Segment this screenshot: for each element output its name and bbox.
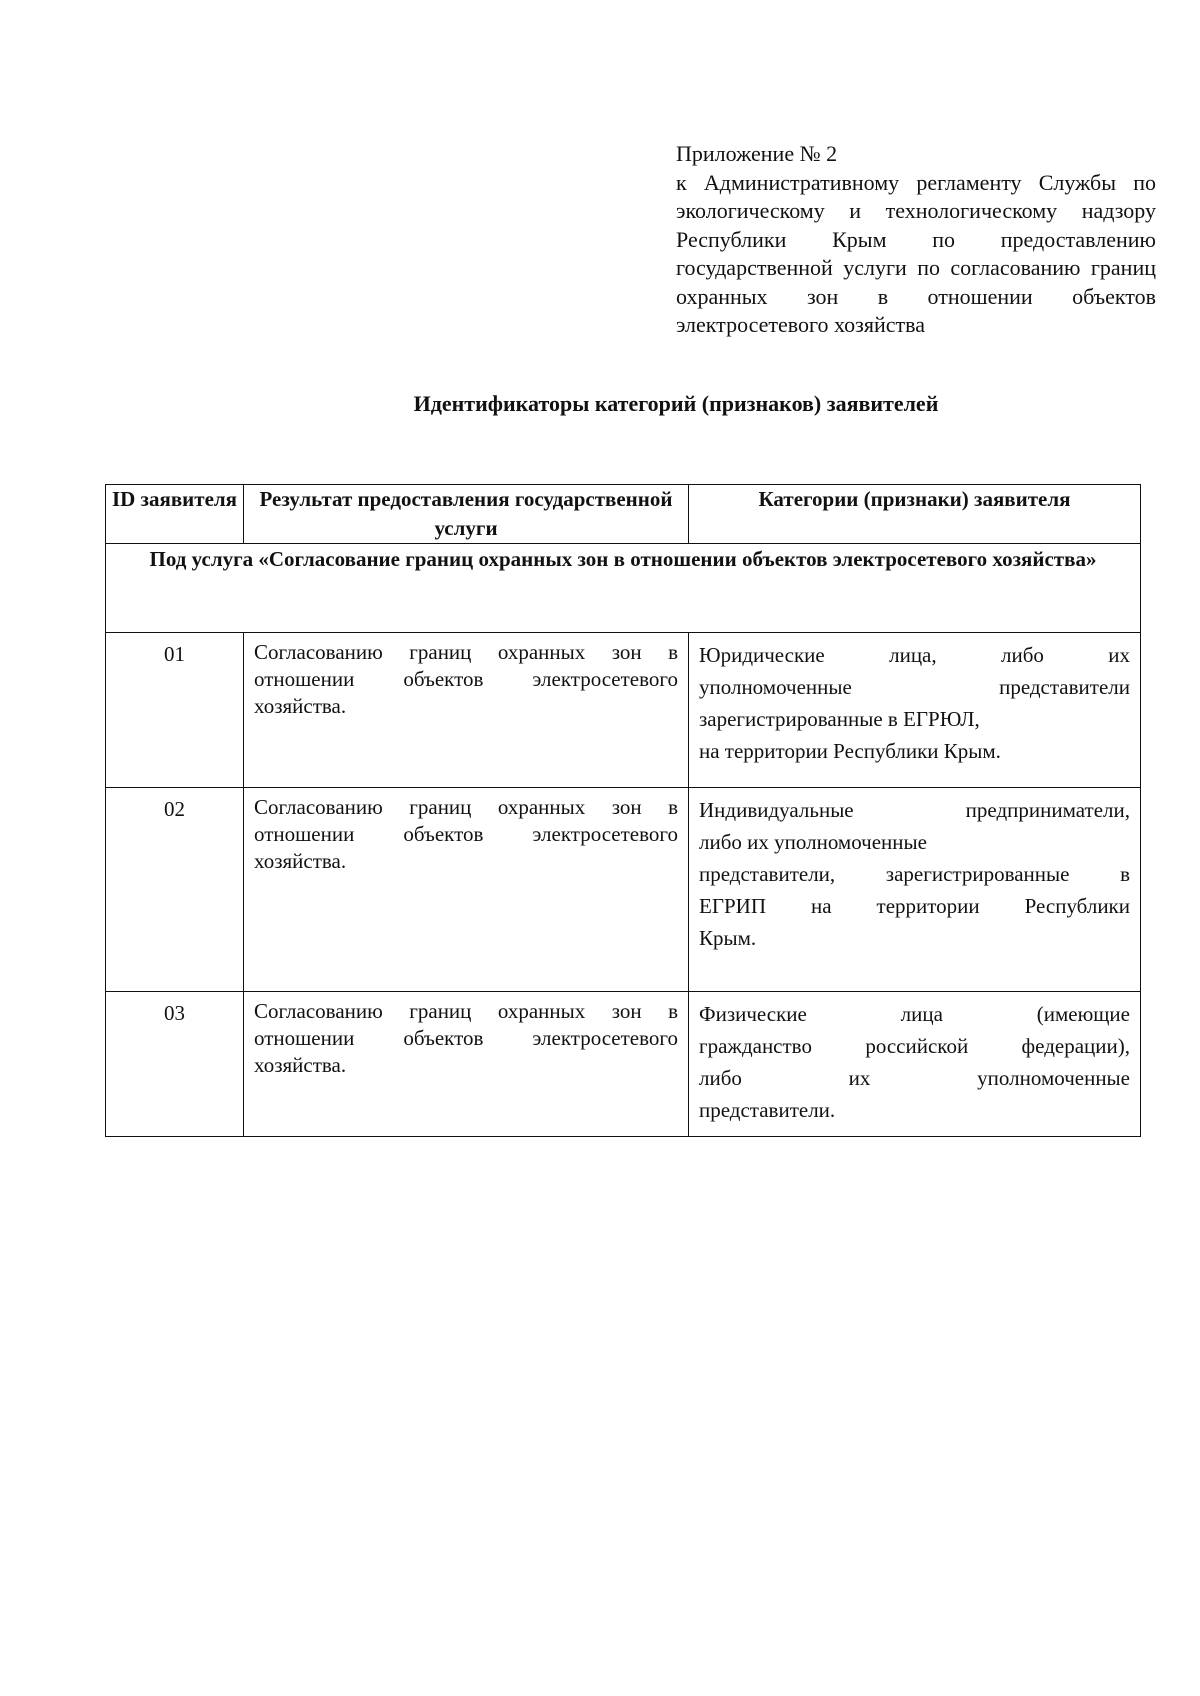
category-line: гражданство российской федерации), — [699, 1034, 1130, 1058]
header-result: Результат предоставления государственной услуги — [244, 485, 689, 544]
category-line: представители. — [699, 1098, 836, 1122]
table-row — [106, 633, 1141, 788]
row-category — [689, 788, 1141, 992]
category-line: Крым. — [699, 926, 757, 950]
row-id: 02 — [106, 788, 244, 992]
category-line: Индивидуальные предприниматели, — [699, 798, 1130, 822]
appendix-block — [676, 140, 1156, 340]
category-line: уполномоченные представители — [699, 675, 1130, 699]
header-category: Категории (признаки) заявителя — [689, 485, 1141, 544]
subservice-row — [106, 544, 1141, 633]
row-category — [689, 992, 1141, 1137]
table-row — [106, 788, 1141, 992]
category-line: Физические лица (имеющие — [699, 1002, 1130, 1026]
row-id: 03 — [106, 992, 244, 1137]
row-result: Согласованию границ охранных зон в отношении объектов электросетевого хозяйства. — [244, 788, 689, 992]
applicant-categories-table — [105, 484, 1141, 1137]
row-id: 01 — [106, 633, 244, 788]
category-line: либо их уполномоченные — [699, 1066, 1130, 1090]
appendix-title: Приложение № 2 — [676, 141, 838, 166]
header-id: ID заявителя — [106, 485, 244, 544]
table-header-row — [106, 485, 1141, 544]
row-result: Согласованию границ охранных зон в отношении объектов электросетевого хозяйства. — [244, 992, 689, 1137]
category-line: зарегистрированные в ЕГРЮЛ, — [699, 707, 980, 731]
category-line: либо их уполномоченные — [699, 830, 927, 854]
row-category — [689, 633, 1141, 788]
category-line: Юридические лица, либо их — [699, 643, 1130, 667]
table-row — [106, 992, 1141, 1137]
category-line: ЕГРИП на территории Республики — [699, 894, 1130, 918]
document-title: Идентификаторы категорий (признаков) заявителей — [413, 391, 939, 416]
row-result: Согласованию границ охранных зон в отношении объектов электросетевого хозяйства. — [244, 633, 689, 788]
category-line: представители, зарегистрированные в — [699, 862, 1130, 886]
appendix-text: к Административному регламенту Службы по экологическому и технологическому надзору Республики Крым по предоставлению государственной услуги по согласованию границ охранных зон в отношении объектов электросетевого хозяйства — [676, 169, 1156, 337]
subservice-title: Под услуга «Согласование границ охранных зон в отношении объектов электросетевого хозяйства» — [106, 544, 1141, 633]
category-line: на территории Республики Крым. — [699, 739, 1001, 763]
